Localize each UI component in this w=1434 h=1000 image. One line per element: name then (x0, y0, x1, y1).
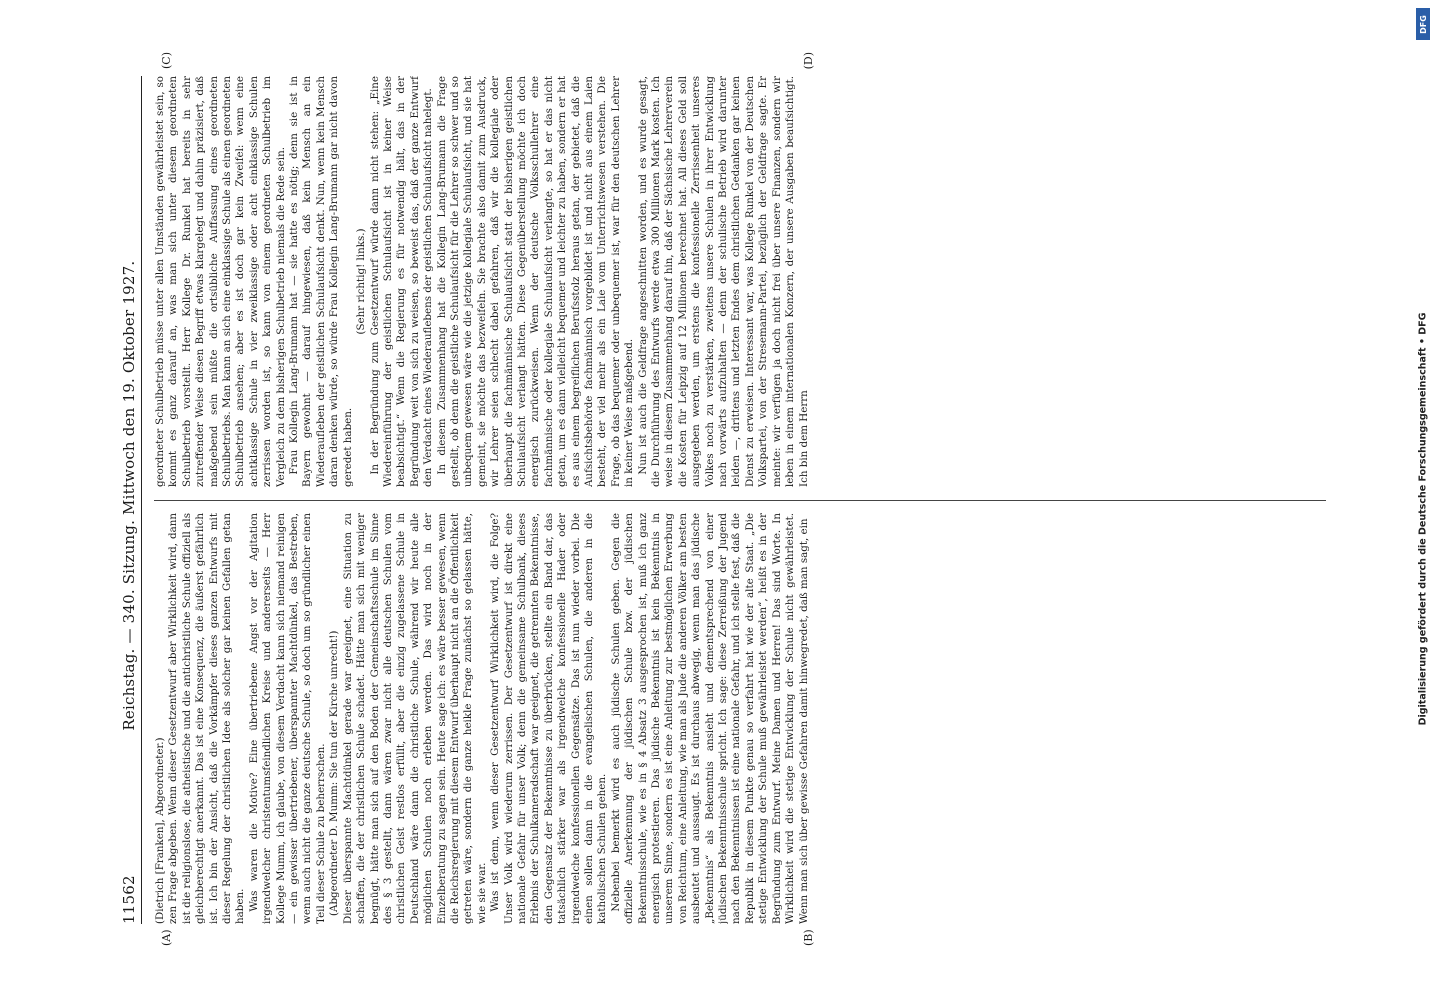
paragraph: geordneter Schulbetrieb müsse unter allen Umständen gewährleistet sein, so kommt es ganz darauf an, was man sich unter diesem geordneten Schulbetrieb vorstellt. Herr Kollege Dr. Runkel hat bereits in sehr zutreffender Weise diesen Begriff etwas klargelegt und dahin präzisiert, daß maßgebend sein müßte die ortsübliche Auffassung eines geordneten Schulbetriebs. Man kann an sich eine einklassige Schule als einen geordneten Schulbetrieb ansehen; aber es ist doch gar kein Zweifel: wenn eine achtklassige Schule in vier zweiklassige oder acht einklassige Schulen zerrissen worden ist, so kann von einem geordneten Schulbetrieb im Vergleich zu dem bisherigen Schulbetrieb niemals die Rede sein. (154, 76, 287, 487)
paragraph: In diesem Zusammenhang hat die Kollegin Lang-Brumann die Frage gestellt, ob denn die geistliche Schulaufsicht für die Lehrer so schwer und so unbequem gewesen wäre wie die jetzige kollegiale Schulaufsicht, und sie hat gemeint, sie möchte das bezweifeln. Sie brachte also damit zum Ausdruck, wir Lehrer seien schlecht dabei gefahren, daß wir die kollegiale oder überhaupt die fachmännische Schulaufsicht statt der bisherigen geistlichen Schulaufsicht verlangt hätten. Diese Gegenüberstellung möchte ich doch energisch zurückweisen. Wenn der deutsche Volksschullehrer eine fachmännische oder kollegiale Schulaufsicht verlangte, so hat er das nicht getan, um es dann vielleicht bequemer und leichter zu haben, sondern er hat es aus einem begreiflichen Berufsstolz heraus getan, der gebietet, daß die Aufsichtsbehörde fachmännisch vorgebildet ist und nicht aus einem Laien besteht, der viel mehr als ein Laie vom Unterrichtswesen verstehen. Die Frage, ob das bequemer oder unbequemer ist, war für den deutschen Lehrer in keiner Weise maßgebend. (435, 76, 636, 487)
interjection: (Sehr richtig! links.) (355, 228, 368, 335)
session-title: Reichstag. — 340. Sitzung. Mittwoch den 19. Oktober 1927. (120, 260, 138, 731)
dfg-logo: DFG (1416, 8, 1430, 40)
column-divider (154, 500, 1326, 501)
left-column (154, 513, 1326, 924)
document-page (102, 50, 1332, 950)
paragraph: Was ist denn, wenn dieser Gesetzentwurf Wirklichkeit wird, die Folge? Unser Volk wird wiederum zerrissen. Der Gesetzentwurf ist direkt eine nationale Gefahr für unser Volk; denn die gemeinsame Schulbank, dieses Erlebnis der Schulkameradschaft war geeignet, die getrennten Bekenntnisse, den Gegensatz der Bekenntnisse zu überbrücken, stellte ein Band dar, das tatsächlich stärker war als irgendwelche konfessionelle Hader oder irgendwelche konfessionellen Gegensätze. Das ist nun wieder vorbei. Die einen sollen dann in die evangelischen Schulen, die anderen in die katholischen Schulen gehen. (489, 513, 609, 924)
margin-mark-c: (C) (160, 52, 173, 69)
paragraph: Was waren die Motive? Eine übertriebene Angst vor der Agitation irgendwelcher christentumsfeindlichen Kreise und andererseits — Herr Kollege Mumm, ich glaube, von diesem Verdacht kann sich niemand reinigen — ein gewisser übertriebener, überspannter Machtdünkel, das Bestreben, wenn auch nicht die ganze deutsche Schule, so doch um so gründlicher einen Teil dieser Schule zu beherrschen. (247, 513, 327, 924)
page-number: 11562 (120, 875, 138, 924)
interjection: (Abgeordneter D. Mumm: Sie tun der Kirche unrecht!) (328, 630, 341, 916)
paragraph: Nebenbei bemerkt wird es auch jüdische Schulen geben. Gegen die offizielle Anerkennung der jüdischen Schule bzw. der jüdischen Bekenntnisschule, wie es in § 4 Absatz 3 ausgesprochen ist, muß ich ganz energisch protestieren. Das jüdische Bekenntnis ist kein Bekenntnis in unserem Sinne, sondern es ist eine Anleitung zur bestmöglichen Erwerbung von Reichtum, eine Anleitung, wie man als Jude die anderen Völker am besten ausbeutet und aussaugt. Es ist durchaus abwegig, wenn man das jüdische „Bekenntnis“ als Bekenntnis ansieht und dementsprechend von einer jüdischen Bekenntnisschule spricht. Ich sage: diese Zerreißung der Jugend nach den Bekenntnissen ist eine nationale Gefahr, und ich stelle fest, daß die Republik in diesem Punkte genau so verfahrt hat wie der alte Staat. „Die stetige Entwicklung der Schule muß gewährleistet werden“, heißt es in der Begründung zum Entwurf. Meine Damen und Herren! Das sind Worte. In Wirklichkeit wird die stetige Entwicklung der Schule nicht gewährleistet. Wenn man sich über gewisse Gefahren damit hinwegredet, daß man sagt, ein (609, 513, 810, 924)
speaker-line: (Dietrich [Franken], Abgeordneter.) (154, 737, 166, 924)
digitization-credit: Digitalisierung gefördert durch die Deutsche Forschungsgemeinschaft • DFG (1417, 312, 1429, 726)
paragraph: zen Frage abgeben. Wenn dieser Gesetzentwurf aber Wirklichkeit wird, dann ist die religionslose, die atheistische und die antichristliche Schule offiziell als gleichberechtigt anerkannt. Das ist eine Konsequenz, die äußerst gefährlich ist. Ich bin der Ansicht, daß die Vorkämpfer dieses ganzen Entwurfs mit dieser Regelung der christlichen Idee als solcher gar keinen Gefallen getan haben. (167, 513, 247, 924)
paragraph: Frau Kollegin Lang-Brumann hat — sie hatte es nötig; denn sie ist in Bayern gewohnt — darauf hingewiesen, daß kein Mensch an ein Wiederaufleben der geistlichen Schulaufsicht denkt. Nun, wenn kein Mensch daran denken würde, so würde Frau Kollegin Lang-Brumann gar nicht davon geredet haben. (288, 76, 354, 487)
paragraph: In der Begründung zum Gesetzentwurf würde dann nicht stehen: „Eine Wiedereinführung der geistlichen Schulaufsicht ist in keiner Weise beabsichtigt.“ Wenn die Regierung es für notwendig hält, das in der Begründung weit von sich zu weisen, so beweist das, daß der ganze Entwurf den Verdacht eines Wiederauflebens der geistlichen Schulaufsicht nahelegt. (368, 76, 435, 487)
paragraph: Dieser überspannte Machtdünkel gerade war geeignet, eine Situation zu schaffen, die der christlichen Schule schadet. Hätte man sich mit weniger begnügt, hätte man sich auf den Boden der Gemeinschaftsschule im Sinne des § 3 gestellt, dann wären zwar nicht alle deutschen Schulen vom christlichen Geist restlos erfüllt, aber die einzig zugelassene Schule in Deutschland wäre dann die christliche Schule, während wir heute alle möglichen Schulen noch erleben werden. Das wird noch in der Einzelberatung zu sagen sein. Heute sage ich: es wäre besser gewesen, wenn die Reichsregierung mit diesem Entwurf überhaupt nicht an die Öffentlichkeit getreten wäre, sondern die ganze heikle Frage zunächst so gelassen hätte, wie sie war. (341, 513, 488, 924)
right-column (154, 76, 1326, 487)
margin-mark-b: (B) (802, 929, 815, 946)
margin-mark-a: (A) (160, 929, 173, 946)
margin-mark-d: (D) (802, 52, 815, 70)
running-head (120, 76, 142, 924)
paragraph: Nun ist auch die Geldfrage angeschnitten worden, und es wurde gesagt, die Durchführung des Entwurfs werde etwa 300 Millionen Mark kosten. Ich weise in diesem Zusammenhang darauf hin, daß der Sächsische Lehrerverein die Kosten für Leipzig auf 12 Millionen berechnet hat. All dieses Geld soll ausgegeben werden, um erstens die konfessionelle Zerrissenheit unseres Volkes noch zu verstärken, zweitens unsere Schulen in ihrer Entwicklung nach vorwärts aufzuhalten — denn der schulische Betrieb wird darunter leiden —, drittens und letzten Endes dem christlichen Gedanken gar keinen Dienst zu erweisen. Interessant war, was Kollege Runkel von der Deutschen Volkspartei, von der Stresemann-Partei, bezüglich der Geldfrage sagte. Er meinte: wir verfügen ja doch nicht frei über unsere Finanzen, sondern wir leben in einem internationalen Konzern, der unsere Ausgaben beaufsichtigt. Ich bin dem Herrn (636, 76, 810, 487)
